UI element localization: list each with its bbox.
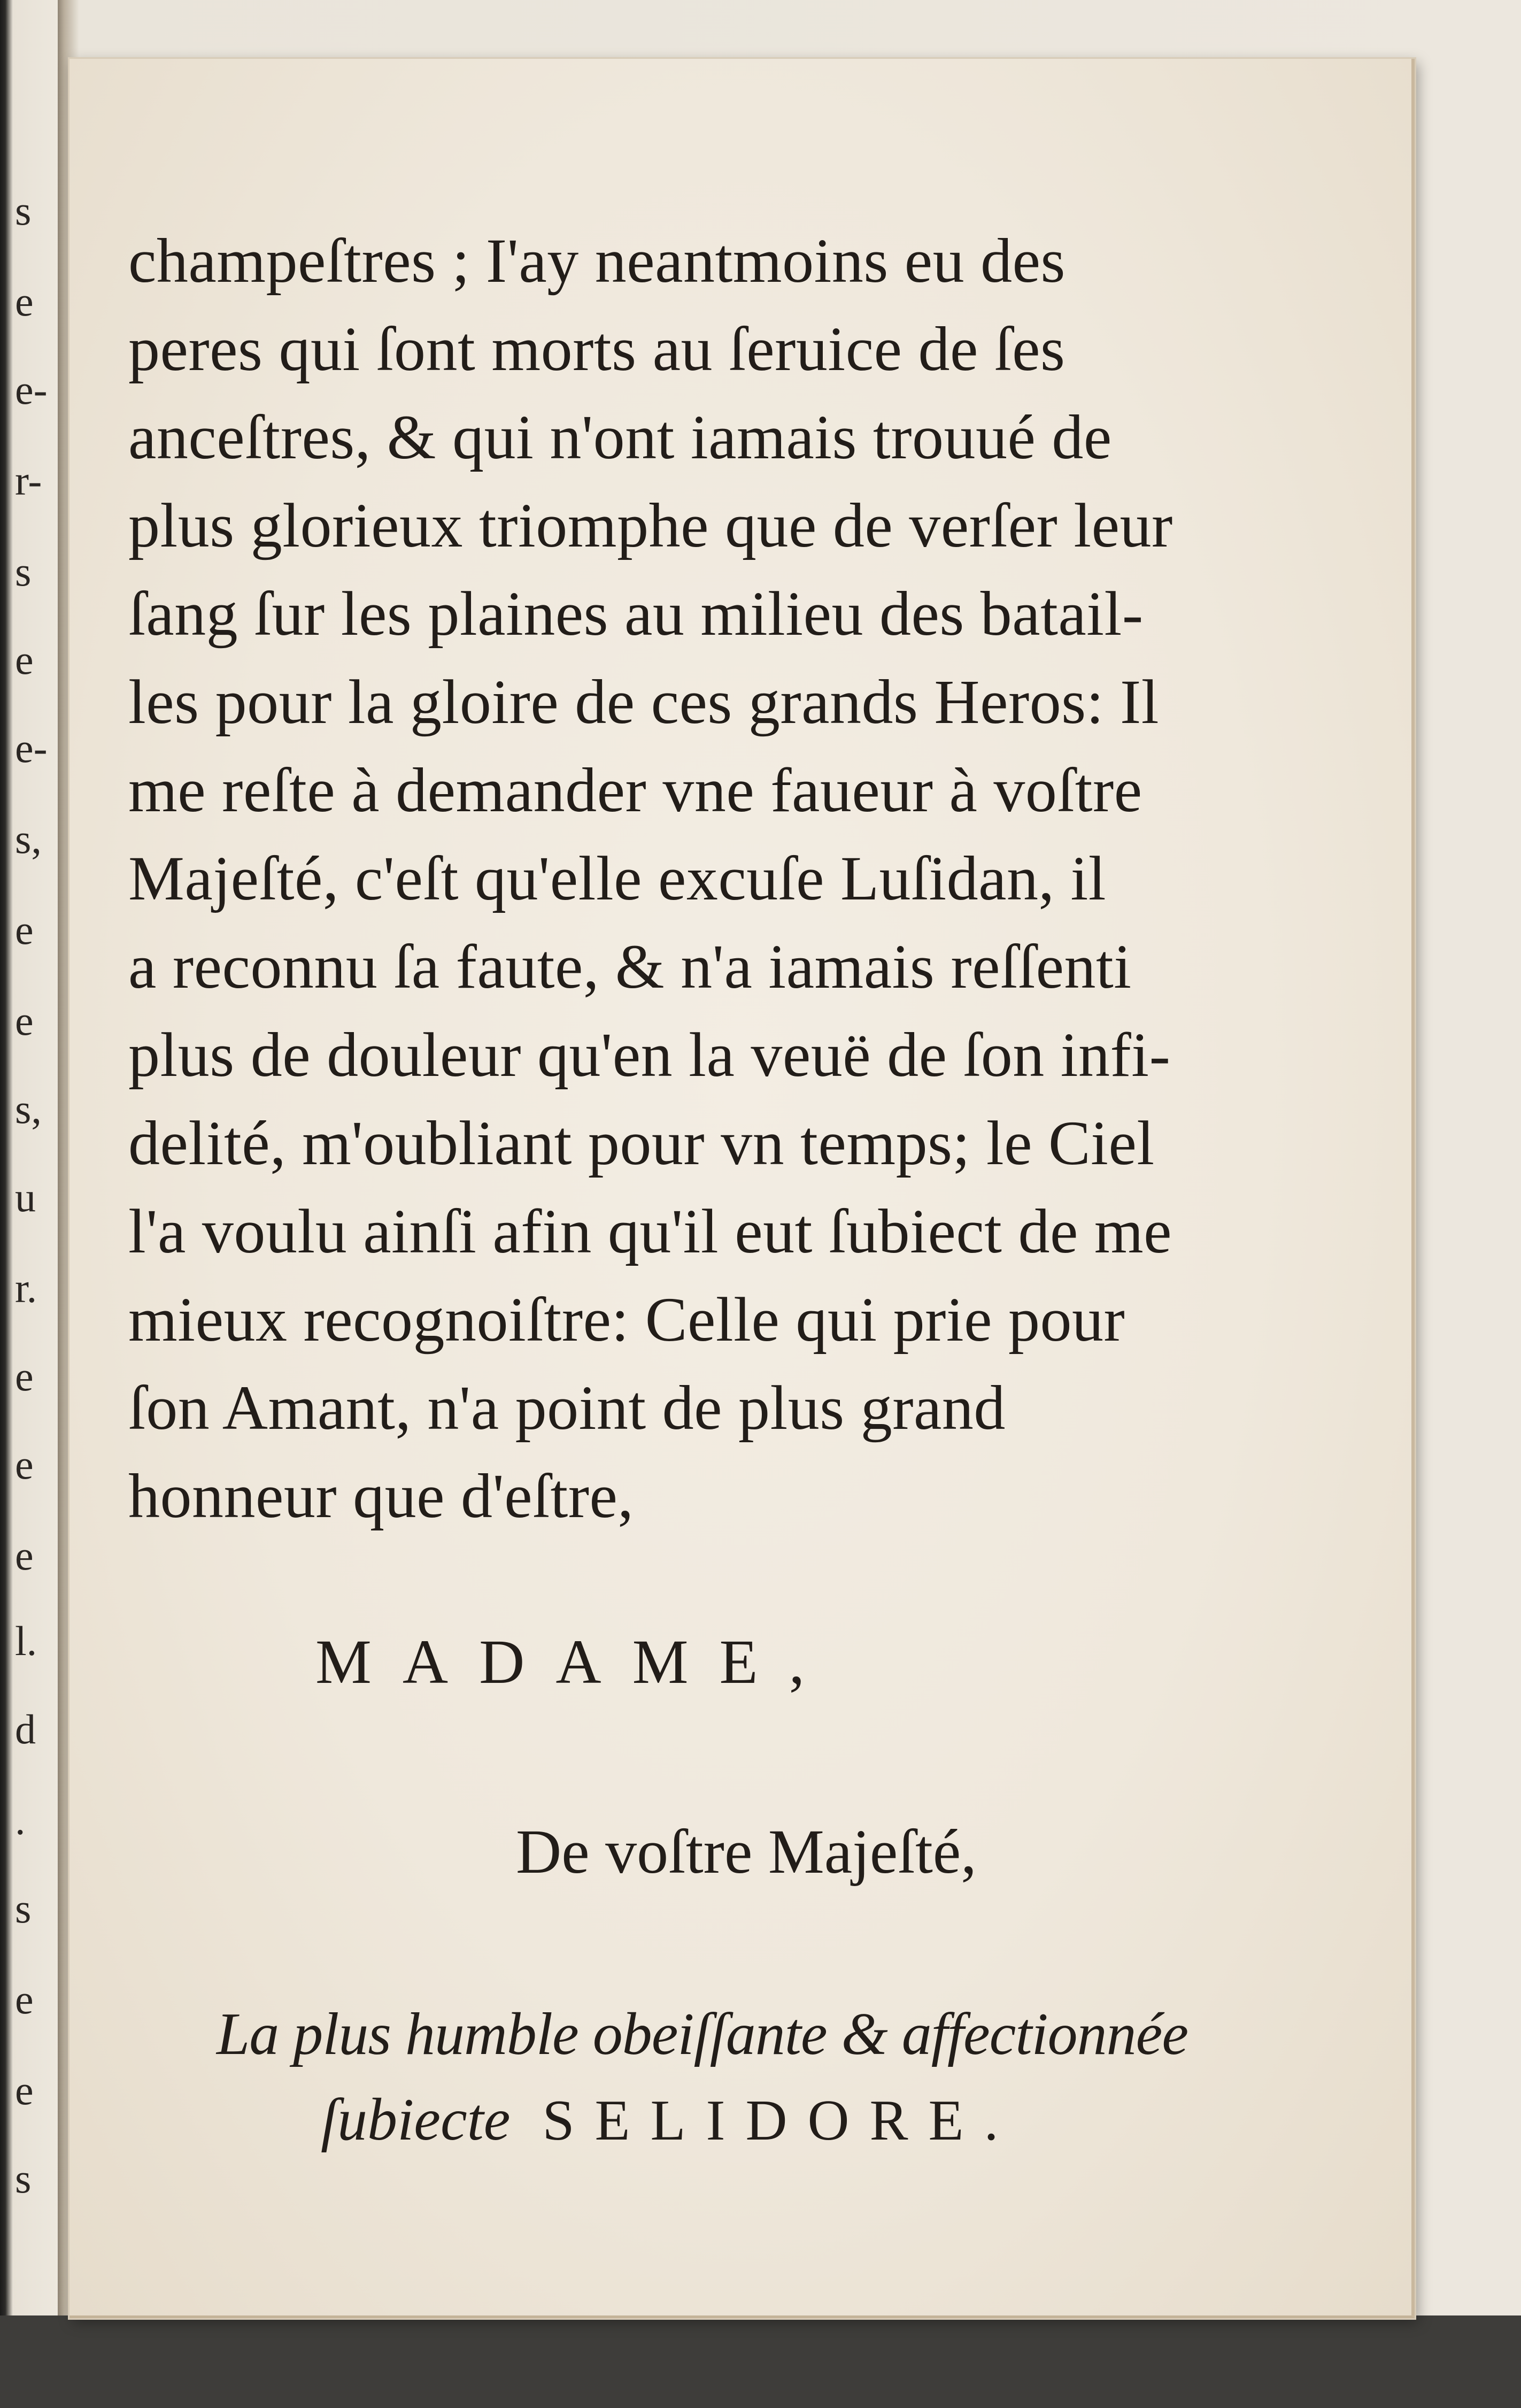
facing-fragment: . (15, 1797, 26, 1843)
closing-line-1: La plus humble obeiſſante & affectionnée (217, 2001, 1188, 2067)
facing-fragment: e (15, 997, 34, 1044)
facing-fragment: s (15, 548, 32, 595)
closing-subiecte: ſubiecte (321, 2087, 511, 2153)
facing-fragment: s (15, 187, 32, 234)
text-line: plus glorieux triomphe que de verſer leur (128, 490, 1173, 560)
text-line: peres qui ſont morts au ſeruice de ſes (128, 314, 1066, 384)
facing-fragment: e- (15, 725, 48, 771)
facing-fragment: r- (15, 457, 42, 504)
facing-fragment: s (15, 1885, 32, 1932)
facing-fragment: s, (15, 1086, 42, 1132)
text-line: plus de douleur qu'en la veuë de ſon infi- (128, 1020, 1171, 1090)
body-text (128, 217, 1267, 1540)
signature: SELIDORE. (542, 2089, 1019, 2152)
facing-fragment: d (15, 1706, 36, 1752)
facing-fragment: e (15, 636, 34, 683)
majesty-line: De voſtre Majeſté, (516, 1817, 977, 1887)
facing-fragment: e (15, 1441, 34, 1488)
facing-fragment: l. (15, 1618, 37, 1664)
text-line: mieux recognoiſtre: Celle qui prie pour (128, 1284, 1125, 1355)
text-line: delité, m'oubliant pour vn temps; le Ciel (128, 1108, 1155, 1178)
text-line: anceſtres, & qui n'ont iamais trouué de (128, 402, 1112, 472)
text-line: l'a voulu ainſi afin qu'il eut ſubiect de me (128, 1196, 1172, 1266)
closing-line-2 (321, 2086, 1018, 2155)
facing-fragment: e (15, 278, 34, 325)
facing-page-edge (0, 0, 64, 2408)
facing-fragment: e (15, 1976, 34, 2022)
facing-fragment: e (15, 1353, 34, 1399)
text-line: honneur que d'eſtre, (128, 1461, 634, 1531)
text-line: champeſtres ; I'ay neantmoins eu des (128, 226, 1066, 296)
facing-fragment: e (15, 2067, 34, 2113)
facing-fragment: s (15, 2155, 32, 2202)
facing-fragment: u (15, 1174, 36, 1220)
text-line: les pour la gloire de ces grands Heros: Il (128, 667, 1160, 737)
text-line: me reſte à demander vne faueur à voſtre (128, 755, 1142, 825)
text-line: ſon Amant, n'a point de plus grand (128, 1373, 1006, 1443)
facing-fragment: e (15, 1532, 34, 1579)
facing-fragment: s, (15, 816, 42, 862)
scanner-bed-bottom (0, 2315, 1521, 2408)
facing-fragment: r. (15, 1265, 37, 1311)
facing-fragment: e (15, 906, 34, 953)
text-line: a reconnu ſa faute, & n'a iamais reſſenti (128, 932, 1132, 1002)
facing-fragment: e- (15, 366, 48, 413)
salutation-madame: MADAME, (315, 1627, 836, 1697)
text-line: Majeſté, c'eſt qu'elle excuſe Luſidan, il (128, 843, 1107, 913)
text-line: ſang ſur les plaines au milieu des batail- (128, 579, 1144, 649)
